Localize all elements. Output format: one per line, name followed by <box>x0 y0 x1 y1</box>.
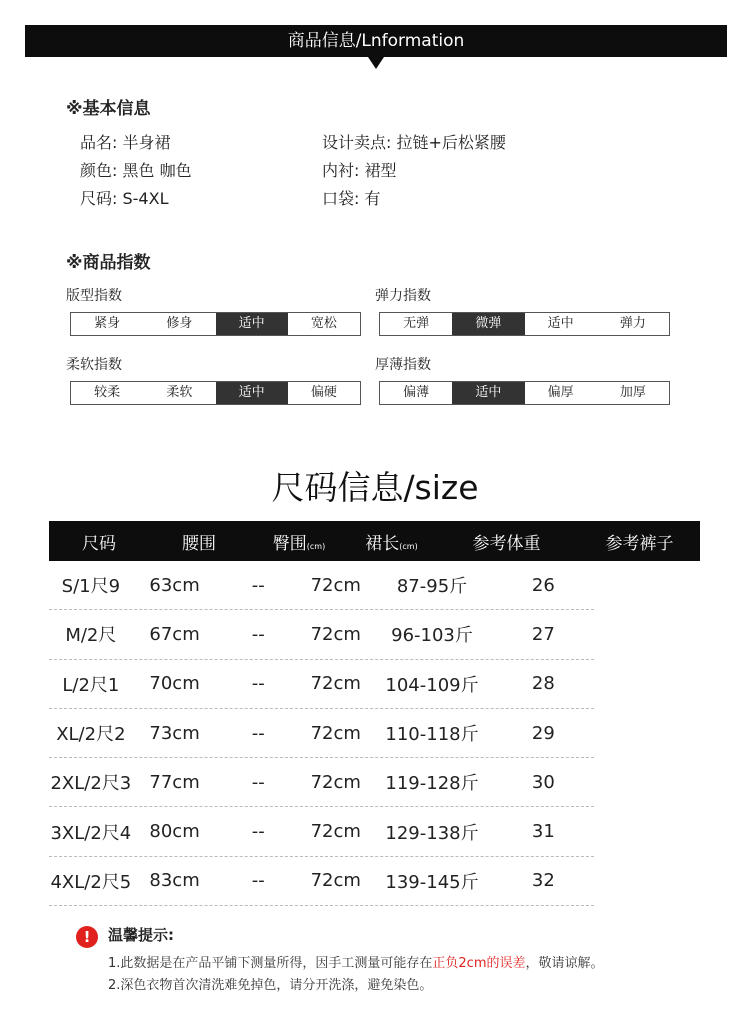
index-option: 柔软 <box>166 385 193 400</box>
table-cell: 139-145斤 <box>385 871 479 893</box>
banner-title: 商品信息/Lnformation <box>287 31 465 51</box>
warning-icon: ! <box>76 926 98 948</box>
table-cell: M/2尺 <box>65 625 117 647</box>
table-cell: 3XL/2尺4 <box>50 822 132 844</box>
unit-label: (cm) <box>306 541 326 551</box>
index-scale <box>70 381 361 405</box>
table-cell: 104-109斤 <box>385 674 479 696</box>
table-row <box>49 561 594 610</box>
table-cell: -- <box>251 771 265 793</box>
column-header: 臀围(cm) <box>272 533 326 554</box>
table-cell: 31 <box>531 821 555 843</box>
tips-title: 温馨提示: <box>108 926 174 944</box>
index-block-0 <box>66 286 361 336</box>
index-option: 无弹 <box>403 316 430 331</box>
table-cell: -- <box>251 821 265 843</box>
index-option: 适中 <box>547 316 574 331</box>
table-cell: 96-103斤 <box>391 625 473 647</box>
table-cell: -- <box>251 673 265 695</box>
column-header: 尺码 <box>82 533 116 554</box>
table-cell: -- <box>251 722 265 744</box>
index-option: 偏厚 <box>547 385 574 400</box>
tip-line-1: 1.此数据是在产品平铺下测量所得，因手工测量可能存在正负2cm的误差，敬请谅解。 <box>108 956 604 971</box>
index-block-3 <box>375 355 670 405</box>
index-label: 柔软指数 <box>66 357 122 373</box>
index-option: 修身 <box>166 316 193 331</box>
index-option: 较柔 <box>94 385 121 400</box>
table-cell: 28 <box>531 673 555 695</box>
info-row-lining: 内衬 : 裙型 <box>322 157 506 185</box>
table-cell: 72cm <box>310 574 361 596</box>
tip-line-2: 2.深色衣物首次清洗难免掉色，请分开洗涤，避免染色。 <box>108 978 433 993</box>
table-cell: 4XL/2尺5 <box>50 871 132 893</box>
table-cell: 87-95斤 <box>396 576 468 598</box>
table-cell: 32 <box>531 870 555 892</box>
column-header: 参考体重 <box>472 533 541 554</box>
index-block-1 <box>375 286 670 336</box>
table-row <box>49 807 594 856</box>
table-cell: 83cm <box>149 870 200 892</box>
table-cell: 29 <box>531 722 555 744</box>
table-cell: 30 <box>531 771 555 793</box>
unit-label: (cm) <box>399 541 418 551</box>
table-cell: -- <box>251 870 265 892</box>
info-row-color: 颜色 : 黑色 咖色 <box>80 157 192 185</box>
index-scale <box>379 312 670 336</box>
basic-info-right <box>322 129 506 213</box>
size-table-body <box>49 561 700 906</box>
index-option-selected: 适中 <box>216 382 288 404</box>
table-cell: 72cm <box>310 623 361 645</box>
table-cell: 119-128斤 <box>385 773 479 795</box>
table-cell: -- <box>251 623 265 645</box>
table-cell: 77cm <box>149 771 200 793</box>
table-cell: 63cm <box>149 574 200 596</box>
table-row <box>49 660 594 709</box>
table-cell: L/2尺1 <box>62 674 120 696</box>
index-option: 弹力 <box>619 316 646 331</box>
index-block-2 <box>66 355 361 405</box>
index-option: 宽松 <box>310 316 337 331</box>
table-row <box>49 857 594 906</box>
column-header: 腰围 <box>182 533 216 554</box>
basic-info-title: ※基本信息 <box>66 99 151 119</box>
column-header: 参考裤子 <box>605 533 674 554</box>
table-cell: -- <box>251 574 265 596</box>
table-cell: 72cm <box>310 722 361 744</box>
table-cell: S/1尺9 <box>61 576 121 598</box>
table-cell: 27 <box>531 623 555 645</box>
info-row-name: 品名 : 半身裙 <box>80 129 192 157</box>
table-cell: 70cm <box>149 673 200 695</box>
table-cell: 2XL/2尺3 <box>50 773 132 795</box>
table-cell: 129-138斤 <box>385 822 479 844</box>
table-row <box>49 709 594 758</box>
index-option: 偏薄 <box>403 385 430 400</box>
basic-info-left <box>80 129 192 213</box>
table-cell: 73cm <box>149 722 200 744</box>
table-cell: 26 <box>531 574 555 596</box>
size-table <box>49 521 700 906</box>
product-index-title: ※商品指数 <box>66 253 151 273</box>
index-label: 版型指数 <box>66 288 122 304</box>
info-row-design: 设计卖点 : 拉链+后松紧腰 <box>322 129 506 157</box>
info-banner <box>25 25 727 57</box>
banner-pointer <box>368 57 384 69</box>
tip-highlight: 正负2cm的误差 <box>432 956 526 971</box>
index-option-selected: 适中 <box>216 313 288 335</box>
index-scale <box>70 312 361 336</box>
table-cell: XL/2尺2 <box>56 724 126 746</box>
table-cell: 110-118斤 <box>385 724 479 746</box>
info-row-size: 尺码 : S-4XL <box>80 185 192 213</box>
column-header: 裙长(cm) <box>365 533 418 554</box>
index-option: 加厚 <box>619 385 646 400</box>
index-option-selected: 适中 <box>452 382 524 404</box>
table-cell: 80cm <box>149 821 200 843</box>
table-cell: 67cm <box>149 623 200 645</box>
table-row <box>49 758 594 807</box>
index-label: 弹力指数 <box>375 288 431 304</box>
index-label: 厚薄指数 <box>375 357 431 373</box>
table-cell: 72cm <box>310 870 361 892</box>
index-option: 紧身 <box>94 316 121 331</box>
size-info-title: 尺码信息/size <box>271 468 479 507</box>
index-option: 偏硬 <box>310 385 337 400</box>
table-row <box>49 610 594 659</box>
size-table-header <box>49 521 700 561</box>
table-cell: 72cm <box>310 673 361 695</box>
index-scale <box>379 381 670 405</box>
table-cell: 72cm <box>310 821 361 843</box>
info-row-pocket: 口袋 : 有 <box>322 185 506 213</box>
table-cell: 72cm <box>310 771 361 793</box>
index-option-selected: 微弹 <box>452 313 524 335</box>
